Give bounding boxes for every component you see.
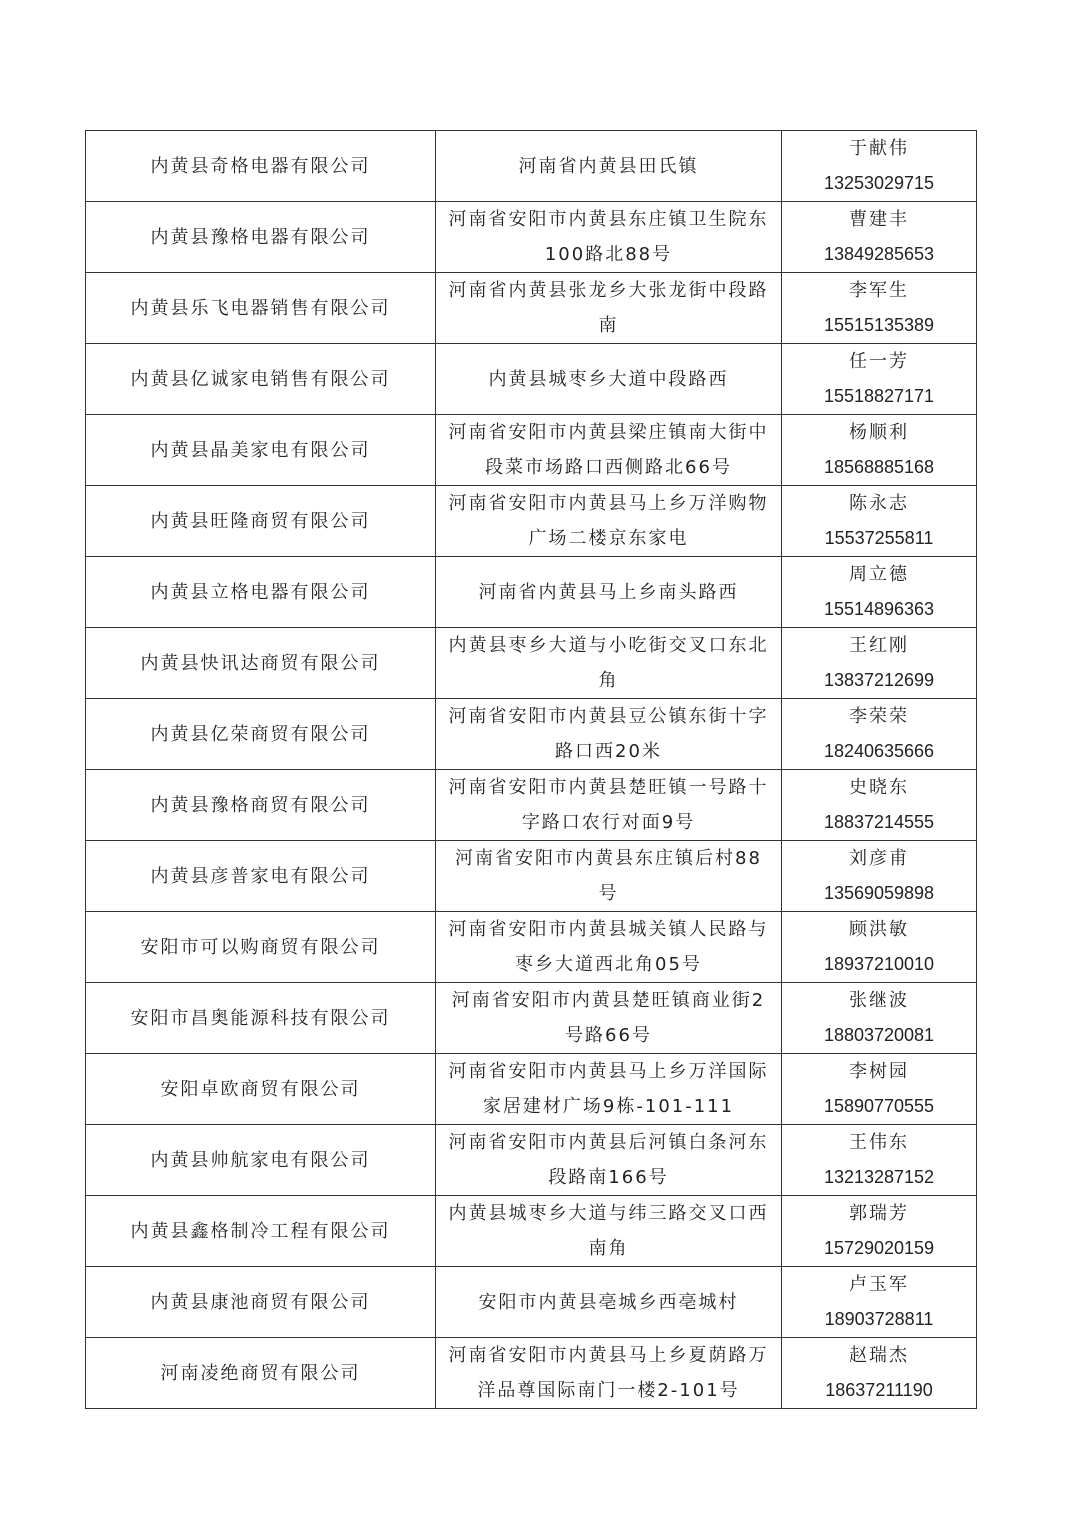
company-name-cell: 内黄县鑫格制冷工程有限公司	[86, 1196, 436, 1267]
table-row	[86, 344, 977, 415]
address-cell: 河南省安阳市内黄县马上乡万洋购物广场二楼京东家电	[436, 486, 782, 557]
contact-person-name: 李树园	[849, 1061, 909, 1082]
contact-phone-number: 18568885168	[823, 457, 935, 477]
company-name-cell: 内黄县晶美家电有限公司	[86, 415, 436, 486]
address-cell: 河南省安阳市内黄县楚旺镇一号路十字路口农行对面9号	[436, 770, 782, 841]
address-cell: 河南省安阳市内黄县城关镇人民路与枣乡大道西北角05号	[436, 912, 782, 983]
dealer-table	[85, 130, 977, 1409]
contact-person-name: 陈永志	[849, 493, 909, 514]
company-name-cell: 内黄县亿荣商贸有限公司	[86, 699, 436, 770]
table-row	[86, 699, 977, 770]
company-name-cell: 内黄县豫格商贸有限公司	[86, 770, 436, 841]
contact-phone-number: 13253029715	[823, 173, 935, 193]
company-name-cell: 内黄县彦普家电有限公司	[86, 841, 436, 912]
contact-person-name: 李荣荣	[849, 706, 909, 727]
company-name-cell: 内黄县亿诚家电销售有限公司	[86, 344, 436, 415]
contact-person-name: 于献伟	[849, 138, 909, 159]
contact-cell	[782, 344, 977, 415]
table-row	[86, 1267, 977, 1338]
contact-person-name: 杨顺利	[849, 422, 909, 443]
contact-phone-number: 15890770555	[823, 1096, 935, 1116]
contact-cell	[782, 1054, 977, 1125]
address-cell: 河南省安阳市内黄县马上乡万洋国际家居建材广场9栋-101-111	[436, 1054, 782, 1125]
contact-cell	[782, 770, 977, 841]
company-name-cell: 内黄县乐飞电器销售有限公司	[86, 273, 436, 344]
contact-cell	[782, 202, 977, 273]
table-row	[86, 1125, 977, 1196]
table-row	[86, 912, 977, 983]
company-name-cell: 内黄县康池商贸有限公司	[86, 1267, 436, 1338]
contact-cell	[782, 1267, 977, 1338]
table-row	[86, 202, 977, 273]
company-name-cell: 安阳卓欧商贸有限公司	[86, 1054, 436, 1125]
contact-phone-number: 18240635666	[823, 741, 935, 761]
table-row	[86, 770, 977, 841]
contact-person-name: 顾洪敏	[849, 919, 909, 940]
company-name-cell: 内黄县帅航家电有限公司	[86, 1125, 436, 1196]
company-name-cell: 内黄县豫格电器有限公司	[86, 202, 436, 273]
contact-person-name: 张继波	[849, 990, 909, 1011]
contact-phone-number: 13837212699	[823, 670, 935, 690]
contact-person-name: 王伟东	[849, 1132, 909, 1153]
contact-person-name: 卢玉军	[849, 1274, 909, 1295]
table-row	[86, 486, 977, 557]
contact-cell	[782, 628, 977, 699]
table-row	[86, 841, 977, 912]
table-row	[86, 1196, 977, 1267]
contact-phone-number: 18837214555	[823, 812, 935, 832]
contact-cell	[782, 1196, 977, 1267]
address-cell: 河南省安阳市内黄县马上乡夏荫路万洋品尊国际南门一楼2-101号	[436, 1338, 782, 1409]
table-row	[86, 415, 977, 486]
table-row	[86, 628, 977, 699]
contact-person-name: 史晓东	[849, 777, 909, 798]
company-name-cell: 安阳市可以购商贸有限公司	[86, 912, 436, 983]
address-cell: 河南省安阳市内黄县东庄镇后村88号	[436, 841, 782, 912]
company-name-cell: 安阳市昌奥能源科技有限公司	[86, 983, 436, 1054]
company-name-cell: 内黄县立格电器有限公司	[86, 557, 436, 628]
contact-cell	[782, 1338, 977, 1409]
contact-phone-number: 18803720081	[823, 1025, 935, 1045]
contact-phone-number: 15515135389	[823, 315, 935, 335]
contact-phone-number: 18903728811	[824, 1309, 934, 1329]
contact-phone-number: 15518827171	[823, 386, 935, 406]
address-cell: 内黄县城枣乡大道与纬三路交叉口西南角	[436, 1196, 782, 1267]
contact-person-name: 任一芳	[849, 351, 909, 372]
contact-phone-number: 18937210010	[823, 954, 935, 974]
contact-cell	[782, 557, 977, 628]
address-cell: 河南省内黄县马上乡南头路西	[436, 557, 782, 628]
company-name-cell: 河南凌绝商贸有限公司	[86, 1338, 436, 1409]
table-row	[86, 983, 977, 1054]
contact-phone-number: 15729020159	[823, 1238, 935, 1258]
table-row	[86, 1054, 977, 1125]
table-row	[86, 273, 977, 344]
contact-cell	[782, 912, 977, 983]
address-cell: 河南省内黄县田氏镇	[436, 131, 782, 202]
address-cell: 河南省安阳市内黄县梁庄镇南大街中段菜市场路口西侧路北66号	[436, 415, 782, 486]
company-name-cell: 内黄县快讯达商贸有限公司	[86, 628, 436, 699]
contact-cell	[782, 486, 977, 557]
address-cell: 内黄县城枣乡大道中段路西	[436, 344, 782, 415]
contact-phone-number: 13213287152	[823, 1167, 935, 1187]
address-cell: 河南省安阳市内黄县后河镇白条河东段路南166号	[436, 1125, 782, 1196]
table-row	[86, 557, 977, 628]
address-cell: 内黄县枣乡大道与小吃街交叉口东北角	[436, 628, 782, 699]
contact-person-name: 赵瑞杰	[849, 1345, 909, 1366]
contact-person-name: 周立德	[849, 564, 909, 585]
contact-phone-number: 18637211190	[825, 1380, 933, 1400]
address-cell: 河南省安阳市内黄县东庄镇卫生院东100路北88号	[436, 202, 782, 273]
contact-cell	[782, 699, 977, 770]
contact-cell	[782, 273, 977, 344]
contact-person-name: 王红刚	[849, 635, 909, 656]
contact-person-name: 刘彦甫	[849, 848, 909, 869]
contact-cell	[782, 131, 977, 202]
contact-cell	[782, 1125, 977, 1196]
address-cell: 河南省安阳市内黄县豆公镇东街十字路口西20米	[436, 699, 782, 770]
dealer-table-body	[86, 131, 977, 1409]
contact-cell	[782, 415, 977, 486]
contact-person-name: 郭瑞芳	[849, 1203, 909, 1224]
table-row	[86, 1338, 977, 1409]
address-cell: 河南省安阳市内黄县楚旺镇商业街2号路66号	[436, 983, 782, 1054]
table-row	[86, 131, 977, 202]
contact-cell	[782, 983, 977, 1054]
company-name-cell: 内黄县奇格电器有限公司	[86, 131, 436, 202]
contact-phone-number: 15514896363	[823, 599, 935, 619]
address-cell: 河南省内黄县张龙乡大张龙街中段路南	[436, 273, 782, 344]
contact-person-name: 李军生	[849, 280, 909, 301]
contact-person-name: 曹建丰	[849, 209, 909, 230]
contact-phone-number: 15537255811	[824, 528, 934, 548]
company-name-cell: 内黄县旺隆商贸有限公司	[86, 486, 436, 557]
contact-cell	[782, 841, 977, 912]
contact-phone-number: 13569059898	[823, 883, 935, 903]
address-cell: 安阳市内黄县亳城乡西亳城村	[436, 1267, 782, 1338]
contact-phone-number: 13849285653	[823, 244, 935, 264]
